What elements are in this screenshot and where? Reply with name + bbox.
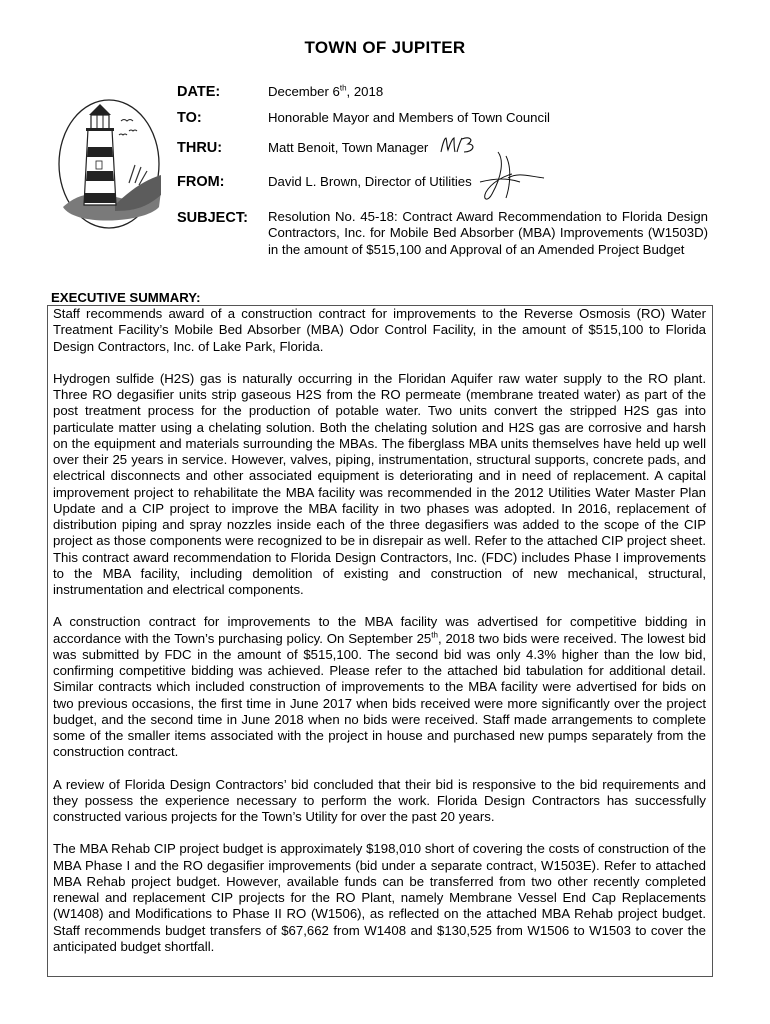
from-label: FROM: <box>177 174 225 190</box>
summary-paragraph-2: Hydrogen sulfide (H2S) gas is naturally occurring in the Floridan Aquifer raw water supply to the RO plant. Three RO degasifier units strip gaseous H2S from the RO permeate (membrane treated water) as part of the post treatment process for the production of potable water. Two units convert the stripped H2S gas into particulate matter using a chelating solution. Both the chelating solution and H2S gas are corrosive and harsh on the equipment and materials surrounding the MBAs. The fiberglass MBA units themselves have held up well over their 25 years in service. However, valves, piping, instrumentation, structural supports, concrete pads, and electrical disconnects and other associated equipment is deteriorating and in need of replacement. A capital improvement project to rehabilitate the MBA facility was recommended in the 2012 Utilities Water Master Plan Update and a CIP project to improve the MBA facility in two phases was adopted. In 2016, replacement of distribution piping and spray nozzles inside each of the three degasifiers was added to the scope of the CIP project as those components were recognized to be in disrepair as well. Refer to the attached CIP project sheet. This contract award recommendation to Florida Design Contractors, Inc. (FDC) includes Phase I improvements to the MBA facility, including demolition of existing and construction of new mechanical, structural, instrumentation and electrical components. <box>53 370 706 597</box>
executive-summary-box <box>47 305 713 977</box>
subject-value: Resolution No. 45-18: Contract Award Recommendation to Florida Design Contractors, Inc. for Mobile Bed Absorber (MBA) Improvements (W1503D) in the amount of $515,100 and Approval of an Amended Project Budget <box>268 209 708 257</box>
from-value: David L. Brown, Director of Utilities <box>268 174 472 189</box>
date-label: DATE: <box>177 84 221 100</box>
to-label: TO: <box>177 110 202 126</box>
to-value: Honorable Mayor and Members of Town Council <box>268 110 550 125</box>
subject-label: SUBJECT: <box>177 210 248 226</box>
date-value: December 6th, 2018 <box>268 83 384 99</box>
summary-paragraph-5: The MBA Rehab CIP project budget is approximately $198,010 short of covering the costs of construction of the MBA Phase I and the RO degasifier improvements (bid under a separate contract, W1503E). Refer to attached MBA Rehab project budget. However, available funds can be transferred from two other recently completed renewal and replacement CIP projects for the RO Plant, namely Membrane Vessel End Cap Replacements (W1408) and Modifications to Phase II RO (W1506), as reflected on the attached MBA Rehab project budget. Staff recommends budget transfers of $67,662 from W1408 and $130,525 from W1506 to W1503 to cover the anticipated budget shortfall. <box>53 841 706 954</box>
thru-label: THRU: <box>177 140 223 156</box>
lighthouse-logo <box>55 95 167 230</box>
summary-paragraph-3: A construction contract for improvements to the MBA facility was advertised for competitive bidding in accordance with the Town’s purchasing policy. On September 25th, 2018 two bids were received. The lowest bid was submitted by FDC in the amount of $515,100. The second bid was only 4.3% higher than the low bid, confirming competitive bidding was achieved. Please refer to the attached bid tabulation for additional detail. Similar contracts which included construction of improvements to the MBA facility were advertised for bids on two previous occasions, the first time in June 2017 when bids received were more significantly over the project budget, and the second time in June 2018 when no bids were received. Staff made arrangements to complete some of the smaller items associated with the project in house and purchased new pumps separately from the construction contract. <box>53 614 706 760</box>
summary-paragraph-1: Staff recommends award of a construction contract for improvements to the Reverse Osmosis (RO) Water Treatment Facility’s Mobile Bed Absorber (MBA) Odor Control Facility, in the amount of $515,100 to Florida Design Contractors, Inc. of Lake Park, Florida. <box>53 306 706 354</box>
executive-summary-heading: EXECUTIVE SUMMARY: <box>51 290 201 305</box>
director-signature <box>478 148 548 206</box>
thru-value: Matt Benoit, Town Manager <box>268 140 429 155</box>
summary-paragraph-4: A review of Florida Design Contractors’ bid concluded that their bid is responsive to the bid requirements and they possess the experience necessary to perform the work. Florida Design Contractors has successfully constructed various projects for the Town’s Utility for over the past 20 years. <box>53 776 706 824</box>
document-title: TOWN OF JUPITER <box>304 38 466 57</box>
